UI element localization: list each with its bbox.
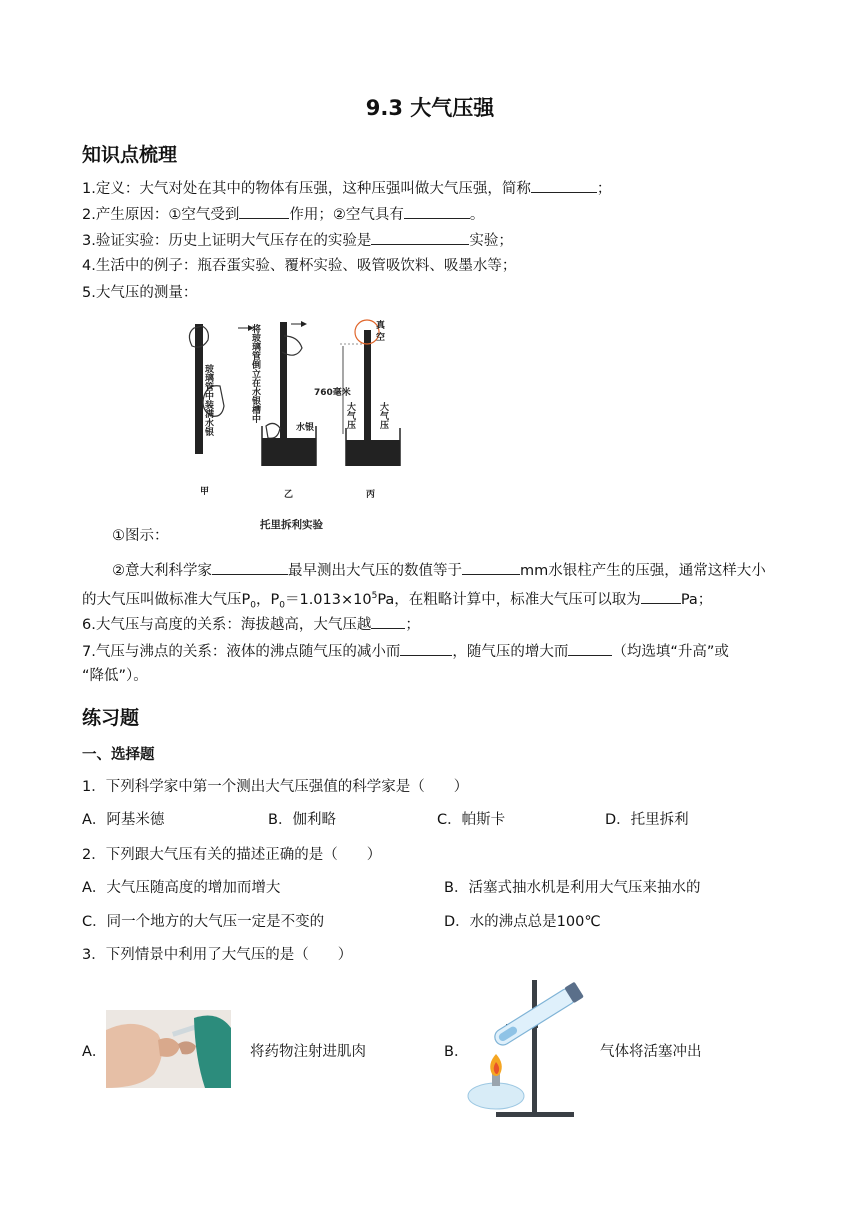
exercises-heading: 练习题 [82, 707, 140, 729]
caption-jia: 甲 [200, 487, 210, 497]
q1-option-a[interactable]: A．阿基米德 [82, 812, 165, 828]
sub2-line2-d: Pa，在粗略计算中，标准大气压可以取为 [377, 591, 641, 608]
blank-1 [531, 177, 597, 193]
question-1: 1．下列科学家中第一个测出大气压强值的科学家是（ ） [82, 779, 469, 795]
q1-option-c[interactable]: C．帕斯卡 [437, 812, 506, 828]
item-4: 4.生活中的例子：瓶吞蛋实验、覆杯实验、吸管吸饮料、吸墨水等； [82, 258, 517, 274]
q2-option-d[interactable]: D．水的沸点总是100℃ [444, 914, 601, 930]
trough-bing [346, 440, 400, 466]
label-vacuum-2: 空 [376, 333, 386, 343]
label-760: 760毫米 [314, 388, 351, 398]
question-2: 2．下列跟大气压有关的描述正确的是（ ） [82, 847, 382, 863]
item-5-sub2-line2 [82, 586, 712, 616]
sub2-c: mm水银柱产生的压强，通常这样大小 [520, 563, 766, 579]
item-7-b: ，随气压的增大而 [452, 644, 569, 660]
item-7-line2: “降低”）。 [82, 668, 148, 684]
item-1 [82, 177, 611, 199]
label-jia-vertical: 玻璃管中装满水银 [203, 364, 213, 436]
test-tube-apparatus-image [466, 976, 594, 1124]
label-vacuum-1: 真 [376, 321, 386, 331]
blank-pa [641, 588, 681, 604]
label-yi-vertical: 将玻璃管倒立在水银槽中 [250, 324, 260, 423]
sub2-line2-b: ，P [255, 591, 280, 608]
item-7-a: 7.气压与沸点的关系：液体的沸点随气压的减小而 [82, 644, 401, 660]
sub2-a: ②意大利科学家 [112, 563, 212, 579]
label-mercury: 水银 [296, 423, 315, 433]
q3-option-a-text: 将药物注射进肌肉 [250, 1044, 366, 1060]
hand-bottom-yi [266, 423, 280, 438]
superscript-5: 5 [371, 591, 378, 601]
trough-yi [262, 438, 316, 466]
item-2-end: 。 [469, 207, 485, 223]
item-7-c: （均选填“升高”或 [612, 644, 729, 660]
blank-3 [371, 229, 469, 245]
q3-option-a-label[interactable]: A． [82, 1044, 107, 1060]
item-7 [82, 640, 729, 662]
item-5-sub1: ①图示： [112, 528, 169, 544]
subscript-0-b: 0 [279, 600, 285, 611]
item-5-sub2 [112, 559, 766, 581]
item-6 [82, 613, 420, 635]
figure-caption: 托里拆利实验 [260, 519, 323, 531]
item-5: 5.大气压的测量： [82, 285, 198, 301]
q3-option-b-label[interactable]: B． [444, 1044, 469, 1060]
blank-6 [371, 613, 405, 629]
item-1-text: 1.定义：大气对处在其中的物体有压强，这种压强叫做大气压强，简称 [82, 181, 531, 197]
tube-jia [195, 324, 203, 454]
injection-image [106, 1010, 231, 1088]
subscript-0-a: 0 [250, 600, 256, 611]
sub2-line2-c: ＝1.013×10 [284, 591, 372, 608]
q3-option-b-text: 气体将活塞冲出 [600, 1044, 702, 1060]
item-6-a: 6.大气压与高度的关系：海拔越高，大气压越 [82, 617, 372, 633]
section-choice: 一、选择题 [82, 747, 155, 763]
item-3 [82, 229, 513, 251]
label-atm-2: 大气压 [378, 402, 388, 429]
item-6-end: ； [405, 617, 420, 633]
blank-7a [400, 640, 452, 656]
q2-option-a[interactable]: A．大气压随高度的增加而增大 [82, 880, 281, 896]
torricelli-figure [180, 316, 420, 536]
blank-2b [404, 203, 470, 219]
item-3-end: 实验； [469, 233, 513, 249]
sub2-line2-a: 的大气压叫做标准大气压P [82, 591, 251, 608]
label-atm-1: 大气压 [345, 402, 355, 429]
caption-bing: 丙 [366, 490, 376, 500]
q2-option-c[interactable]: C．同一个地方的大气压一定是不变的 [82, 914, 325, 930]
knowledge-heading: 知识点梳理 [82, 144, 178, 166]
question-3: 3．下列情景中利用了大气压的是（ ） [82, 947, 353, 963]
sub2-b: 最早测出大气压的数值等于 [288, 563, 462, 579]
item-2-a: 2.产生原因：①空气受到 [82, 207, 240, 223]
item-2-b: 作用；②空气具有 [289, 207, 404, 223]
q2-option-b[interactable]: B．活塞式抽水机是利用大气压来抽水的 [444, 880, 701, 896]
blank-scientist [212, 559, 288, 575]
caption-yi: 乙 [284, 490, 294, 500]
page-title: 9.3 大气压强 [365, 96, 495, 120]
blank-2a [239, 203, 289, 219]
sub2-line2-end: Pa； [680, 591, 713, 608]
item-1-end: ； [596, 181, 612, 197]
q1-option-d[interactable]: D．托里拆利 [605, 812, 689, 828]
item-3-a: 3.验证实验：历史上证明大气压存在的实验是 [82, 233, 372, 249]
blank-mm [462, 559, 520, 575]
arrow-right-head-yi [301, 321, 307, 327]
item-2 [82, 203, 484, 225]
q1-option-b[interactable]: B．伽利略 [268, 812, 336, 828]
tube-yi [280, 322, 287, 457]
blank-7b [568, 640, 612, 656]
